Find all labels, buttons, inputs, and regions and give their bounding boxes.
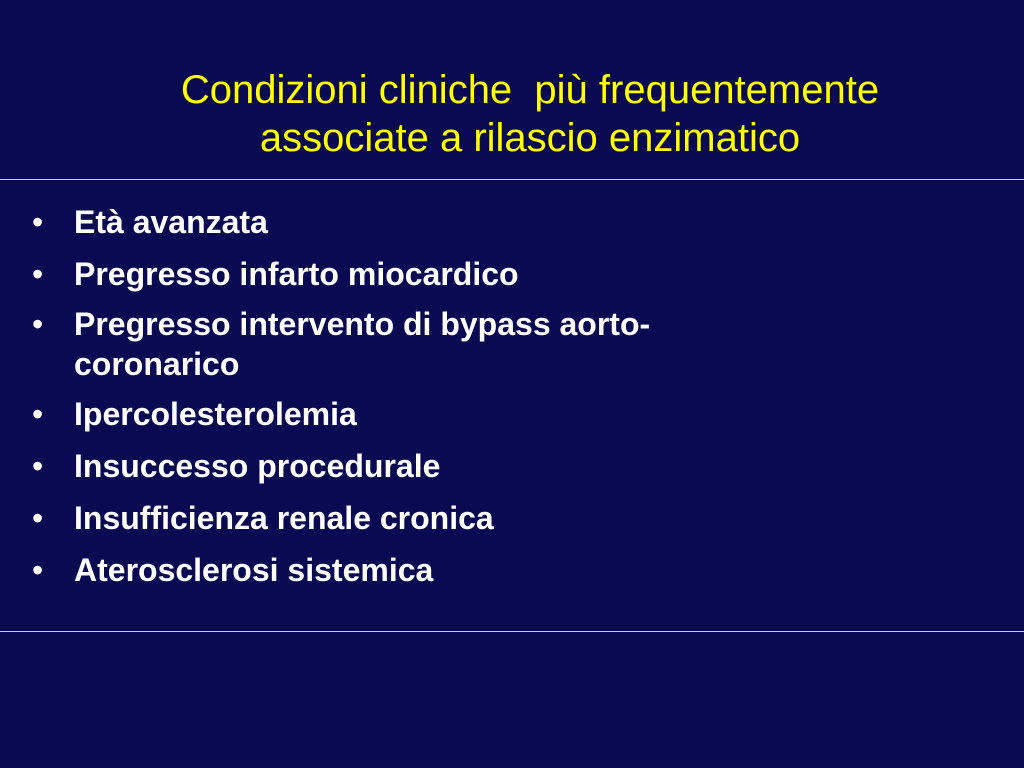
bullet-text: Insuccesso procedurale: [74, 448, 441, 484]
bullet-item: [30, 252, 810, 296]
title-line-2: associate a rilascio enzimatico: [259, 116, 801, 160]
bullet-icon: •: [32, 204, 44, 240]
bullet-text: Età avanzata: [74, 204, 268, 240]
bullet-icon: •: [32, 396, 44, 432]
bullet-list: [30, 200, 810, 600]
bullet-item: [30, 496, 810, 540]
bullet-text: Aterosclerosi sistemica: [74, 552, 434, 588]
bullet-item: [30, 392, 810, 436]
bullet-icon: •: [32, 256, 44, 292]
bullet-item: [30, 548, 810, 592]
bullet-text: Pregresso infarto miocardico: [74, 256, 519, 292]
top-divider: [0, 179, 1024, 180]
bullet-icon: •: [32, 552, 44, 588]
bullet-text: Pregresso intervento di bypass aorto-coronarico: [74, 306, 651, 382]
bullet-item: [30, 200, 810, 244]
bullet-item: [30, 444, 810, 488]
bullet-text: Ipercolesterolemia: [74, 396, 357, 432]
bullet-icon: •: [32, 500, 44, 536]
bottom-divider: [0, 631, 1024, 632]
bullet-item: [30, 304, 810, 384]
bullet-text: Insufficienza renale cronica: [74, 500, 494, 536]
slide-title: [60, 66, 1000, 162]
bullet-icon: •: [32, 306, 44, 342]
bullet-icon: •: [32, 448, 44, 484]
title-line-1: Condizioni cliniche più frequentemente: [180, 68, 880, 112]
